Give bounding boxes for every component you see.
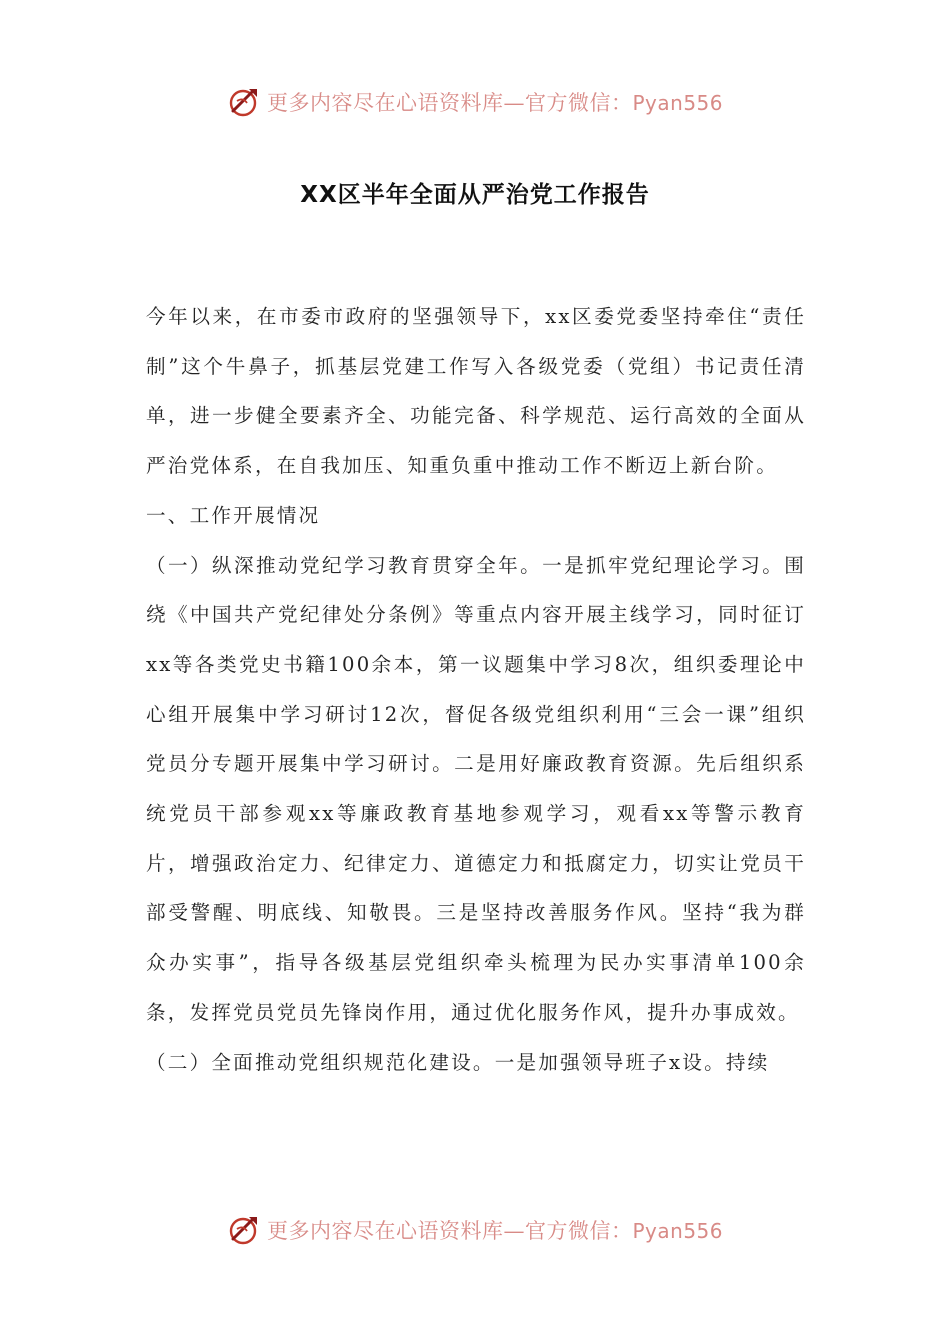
document-body <box>146 292 806 1087</box>
watermark-prefix: 更多内容尽在心语资料库—官方微信： <box>266 1219 633 1243</box>
watermark-text <box>267 87 723 117</box>
pen-logo-icon <box>227 1213 261 1247</box>
watermark-text <box>267 1215 723 1245</box>
paragraph-subsection-2: （二）全面推动党组织规范化建设。一是加强领导班子x设。持续 <box>146 1050 770 1074</box>
pen-logo-icon <box>227 85 261 119</box>
watermark-banner-top <box>0 82 950 122</box>
watermark-prefix: 更多内容尽在心语资料库—官方微信： <box>266 91 633 115</box>
paragraph-subsection-1: （一）纵深推动党纪学习教育贯穿全年。一是抓牢党纪理论学习。围绕《中国共产党纪律处分条例》等重点内容开展主线学习，同时征订xx等各类党史书籍100余本，第一议题集中学习8次，组织委理论中心组开展集中学习研讨12次，督促各级党组织利用“三会一课”组织党员分专题开展集中学习研讨。二是用好廉政教育资源。先后组织系统党员干部参观xx等廉政教育基地参观学习，观看xx等警示教育片，增强政治定力、纪律定力、道德定力和抵腐定力，切实让党员干部受警醒、明底线、知敬畏。三是坚持改善服务作风。坚持“我为群众办实事”，指导各级基层党组织牵头梳理为民办实事清单100余条，发挥党员党员先锋岗作用，通过优化服务作风，提升办事成效。 <box>146 553 806 1024</box>
watermark-wechat-id: Pyan556 <box>632 1219 723 1243</box>
watermark-banner-bottom <box>0 1210 950 1250</box>
document-title: XX区半年全面从严治党工作报告 <box>300 182 650 208</box>
watermark-wechat-id: Pyan556 <box>632 91 723 115</box>
paragraph-intro: 今年以来，在市委市政府的坚强领导下，xx区委党委坚持牵住“责任制”这个牛鼻子，抓基层党建工作写入各级党委（党组）书记责任清单，进一步健全要素齐全、功能完备、科学规范、运行高效的全面从严治党体系，在自我加压、知重负重中推动工作不断迈上新台阶。 <box>146 305 806 478</box>
section-heading-1: 一、工作开展情况 <box>146 503 321 527</box>
